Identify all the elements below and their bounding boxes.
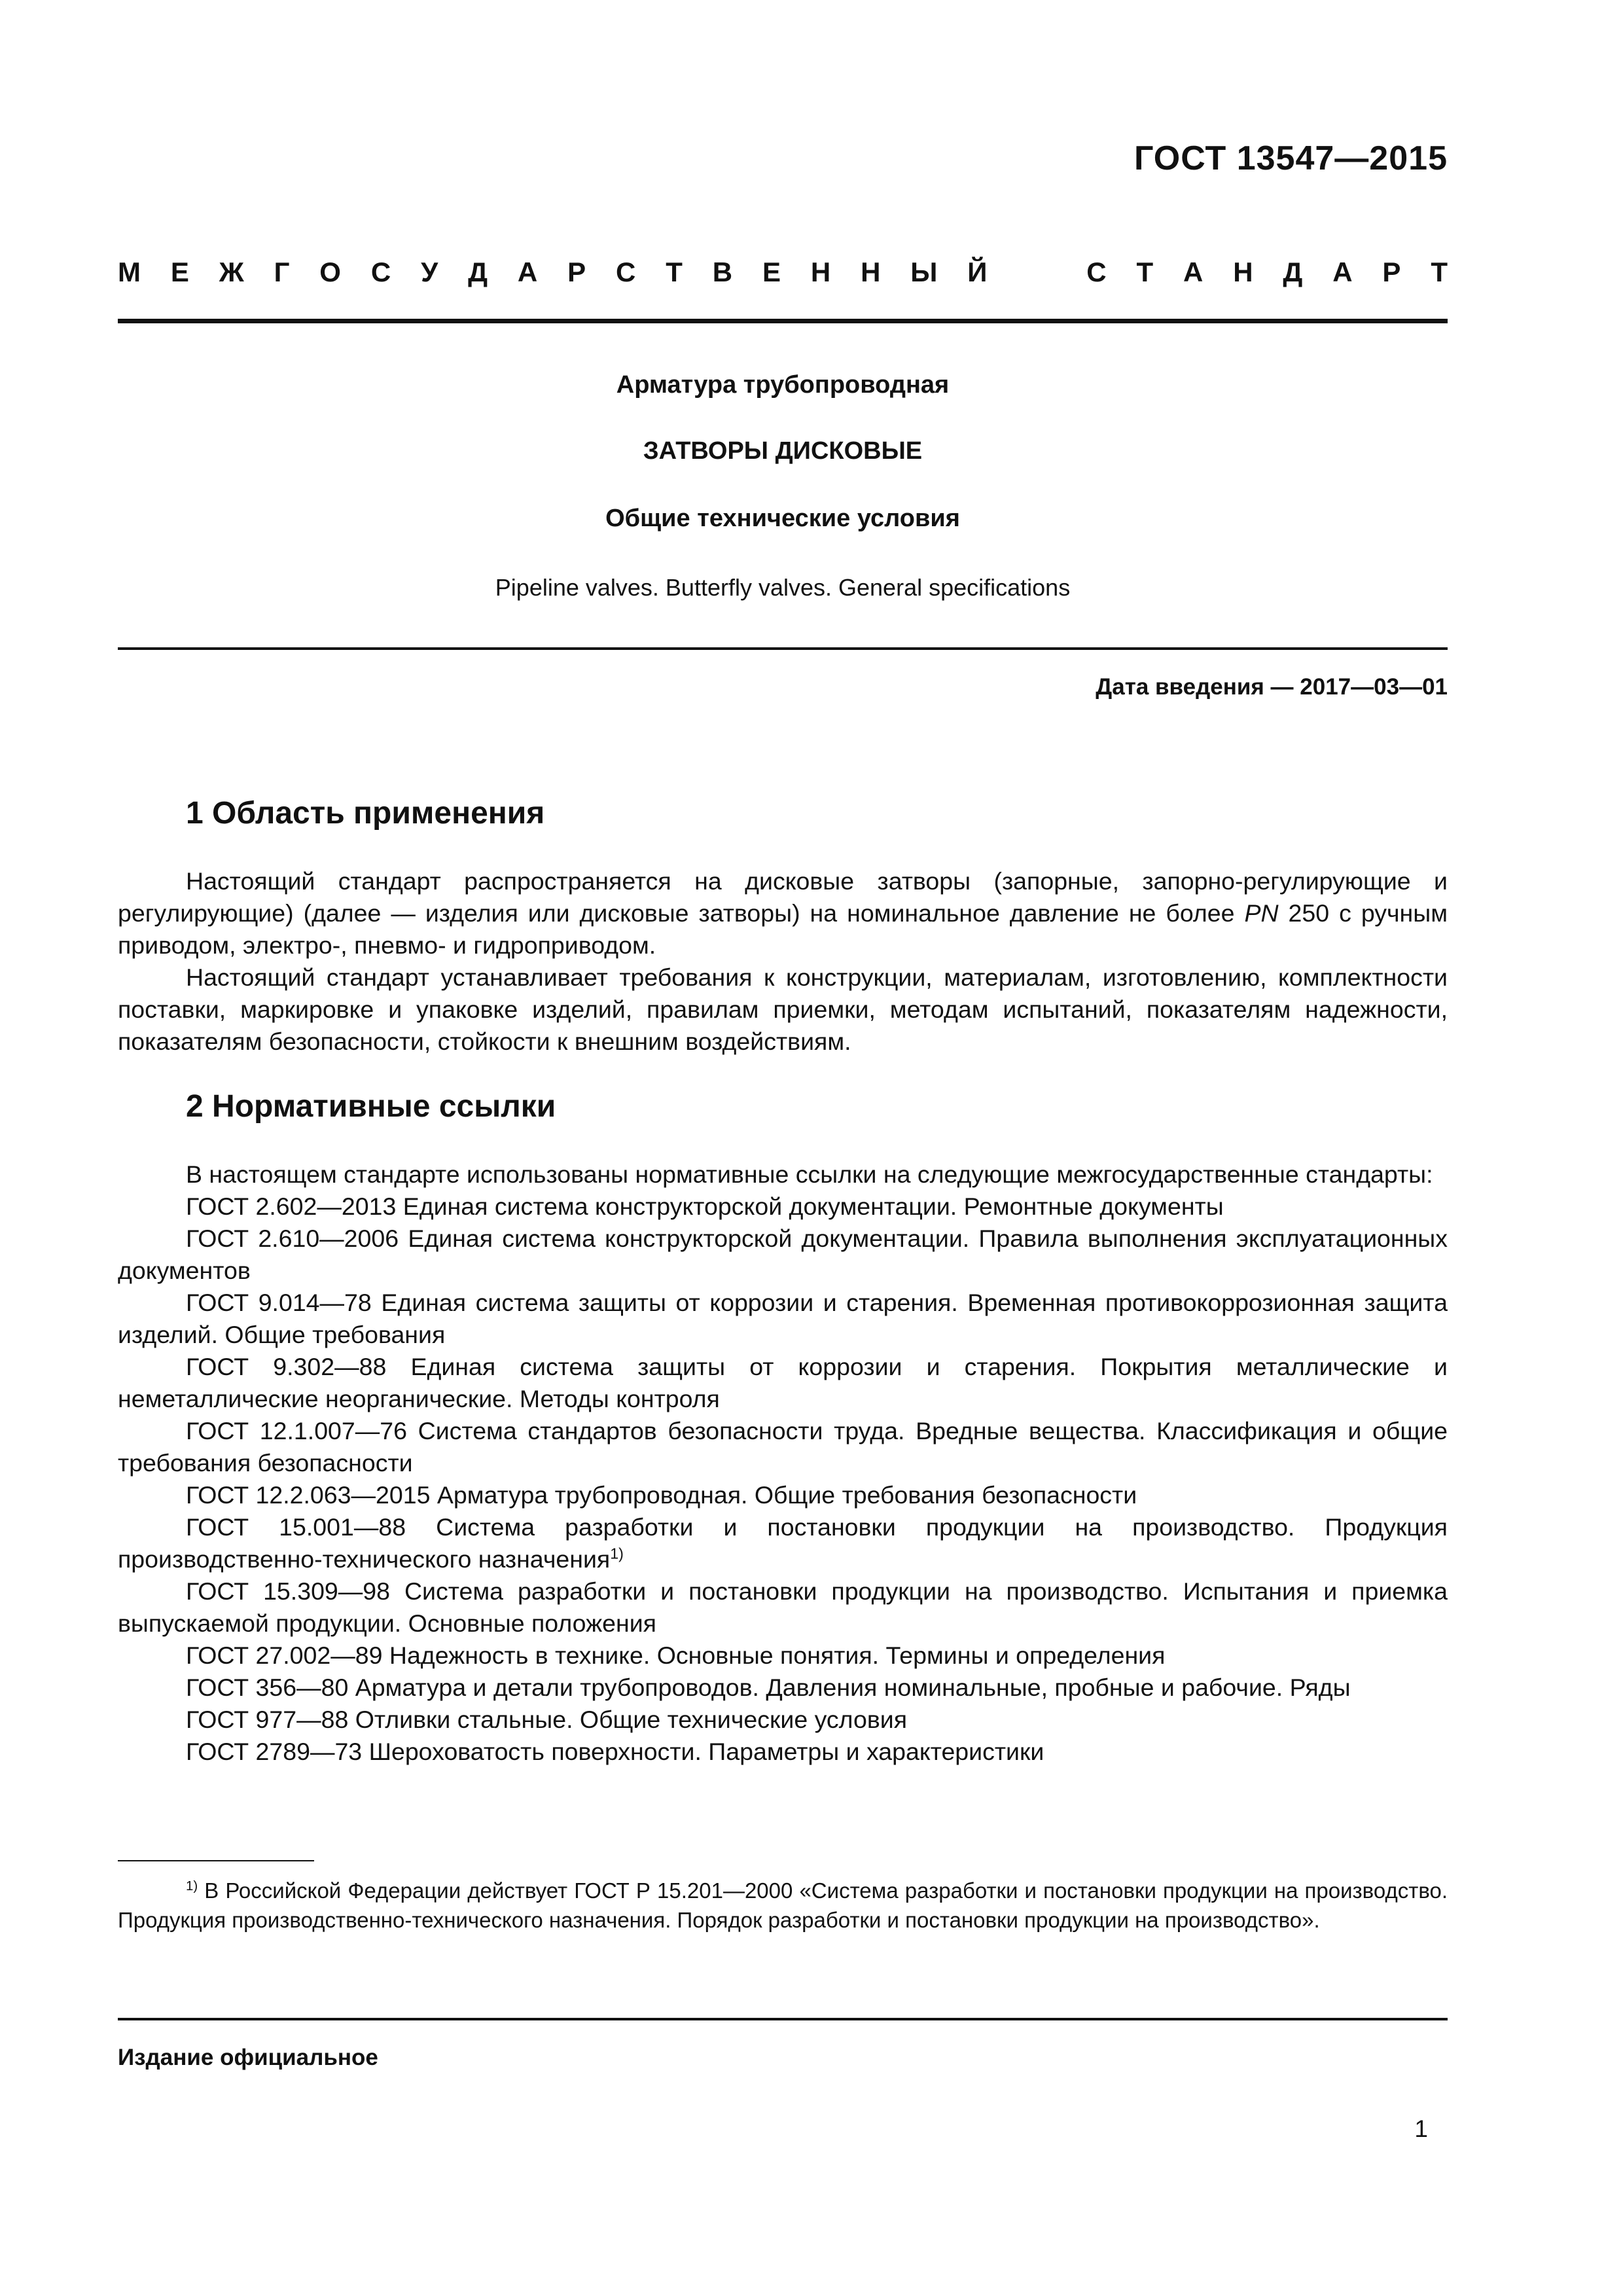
- reference-title: Надежность в технике. Основные понятия. Термины и определения: [389, 1641, 1166, 1669]
- reference-code: ГОСТ 12.1.007—76: [186, 1417, 407, 1444]
- banner-letter: С: [615, 257, 636, 287]
- banner-letter: Е: [170, 257, 189, 287]
- reference-code: ГОСТ 356—80: [186, 1674, 349, 1701]
- title-line-2: ЗАТВОРЫ ДИСКОВЫЕ: [643, 437, 923, 465]
- reference-code: ГОСТ 977—88: [186, 1706, 349, 1733]
- scope-text: Настоящий стандарт распространяется на дисковые затворы (запорные, запорно-регулирующие и регулирующие) (далее — изделия или дисковые затворы) на номинальное давление не более: [118, 867, 1448, 927]
- reference-code: ГОСТ 12.2.063—2015: [186, 1481, 431, 1509]
- section-references-body: [118, 1158, 1448, 1768]
- scope-paragraph-1: [118, 865, 1448, 961]
- reference-title: Арматура трубопроводная. Общие требования безопасности: [437, 1481, 1137, 1509]
- reference-item: [118, 1704, 1448, 1736]
- footnote-text: [118, 1876, 1448, 1935]
- introduction-date: Дата введения — 2017—03—01: [1096, 674, 1448, 700]
- reference-title: Единая система защиты от коррозии и старения. Временная противокоррозионная защита изделий. Общие требования: [118, 1289, 1448, 1348]
- banner-letter: А: [1183, 257, 1204, 287]
- references-intro: В настоящем стандарте использованы нормативные ссылки на следующие межгосударственные стандарты:: [186, 1160, 1433, 1188]
- footnote-body: В Российской Федерации действует ГОСТ Р 15.201—2000 «Система разработки и постановки продукции на производство. Продукция производственно-технического назначения. Порядок разработки и постановки продукции на производство».: [118, 1878, 1448, 1932]
- scope-paragraph-2: Настоящий стандарт устанавливает требования к конструкции, материалам, изготовлению, комплектности поставки, маркировке и упаковке изделий, правилам приемки, методам испытаний, показателям надежности, показателям безопасности, стойкости к внешним воздействиям.: [118, 963, 1448, 1055]
- banner-letter: О: [319, 257, 341, 287]
- reference-item: [118, 1351, 1448, 1415]
- reference-code: ГОСТ 27.002—89: [186, 1641, 383, 1669]
- banner-letter: А: [517, 257, 538, 287]
- reference-item: [118, 1191, 1448, 1223]
- banner-letter: Н: [1233, 257, 1253, 287]
- page-number: 1: [1414, 2115, 1428, 2142]
- reference-code: ГОСТ 9.014—78: [186, 1289, 372, 1316]
- reference-code: ГОСТ 15.309—98: [186, 1577, 390, 1605]
- banner-letter: Г: [274, 257, 290, 287]
- reference-title: Система разработки и постановки продукции на производство. Продукция производственно-технического назначения: [118, 1513, 1448, 1573]
- footer-divider: [118, 2018, 1448, 2020]
- banner-letter: Р: [567, 257, 586, 287]
- banner-letter: У: [421, 257, 438, 287]
- banner-letter: С: [370, 257, 391, 287]
- reference-title: Единая система защиты от коррозии и старения. Покрытия металлические и неметаллические неорганические. Методы контроля: [118, 1353, 1448, 1412]
- reference-title: Арматура и детали трубопроводов. Давления номинальные, пробные и рабочие. Ряды: [355, 1674, 1351, 1701]
- banner-letter: Ы: [910, 257, 938, 287]
- banner-letter: В: [712, 257, 733, 287]
- reference-item: [118, 1575, 1448, 1640]
- banner-letter: Т: [1136, 257, 1154, 287]
- reference-item: [118, 1223, 1448, 1287]
- standard-code: ГОСТ 13547—2015: [1134, 139, 1448, 177]
- title-line-3: Общие технические условия: [605, 505, 960, 532]
- section-heading-normative-references: 2 Нормативные ссылки: [186, 1089, 556, 1124]
- reference-title: Отливки стальные. Общие технические условия: [355, 1706, 908, 1733]
- reference-code: ГОСТ 2.610—2006: [186, 1225, 399, 1252]
- english-title: Pipeline valves. Butterfly valves. General specifications: [495, 574, 1071, 601]
- reference-title: Система разработки и постановки продукции на производство. Испытания и приемка выпускаемой продукции. Основные положения: [118, 1577, 1448, 1637]
- reference-code: ГОСТ 15.001—88: [186, 1513, 406, 1541]
- reference-code: ГОСТ 2789—73: [186, 1738, 363, 1765]
- reference-item: [118, 1415, 1448, 1479]
- reference-code: ГОСТ 9.302—88: [186, 1353, 387, 1380]
- footnote-number: 1): [186, 1878, 198, 1893]
- reference-title: Единая система конструкторской документации. Правила выполнения эксплуатационных документов: [118, 1225, 1448, 1284]
- title-line-1: Арматура трубопроводная: [616, 371, 950, 399]
- title-divider: [118, 647, 1448, 650]
- banner-letter: Н: [861, 257, 881, 287]
- banner-letter: Т: [666, 257, 683, 287]
- banner-word-gap: [1017, 257, 1056, 288]
- reference-title: Единая система конструкторской документации. Ремонтные документы: [402, 1193, 1224, 1220]
- reference-item: [118, 1479, 1448, 1511]
- footnote-marker[interactable]: 1): [610, 1545, 624, 1562]
- reference-item: [118, 1287, 1448, 1351]
- scope-text: 250 с ручным приводом, электро-, пневмо- и гидроприводом.: [118, 899, 1448, 959]
- reference-title: Система стандартов безопасности труда. Вредные вещества. Классификация и общие требования безопасности: [118, 1417, 1448, 1477]
- banner-letter: Й: [967, 257, 988, 287]
- banner-letter: Т: [1431, 257, 1448, 287]
- reference-item: [118, 1640, 1448, 1672]
- reference-title: Шероховатость поверхности. Параметры и характеристики: [368, 1738, 1044, 1765]
- banner-letter: М: [118, 257, 141, 287]
- interstate-standard-banner: [118, 257, 1448, 288]
- official-edition-label: Издание официальное: [118, 2045, 378, 2070]
- banner-letter: Н: [810, 257, 831, 287]
- pn-symbol: PN: [1244, 899, 1279, 927]
- header-divider: [118, 319, 1448, 323]
- banner-letter: Д: [1283, 257, 1303, 287]
- banner-letter: А: [1332, 257, 1353, 287]
- footnote-divider: [118, 1860, 314, 1861]
- reference-item: [118, 1511, 1448, 1575]
- section-scope-body: [118, 865, 1448, 1058]
- reference-item: [118, 1736, 1448, 1768]
- banner-letter: Д: [468, 257, 488, 287]
- banner-letter: Р: [1382, 257, 1401, 287]
- banner-letter: Е: [762, 257, 781, 287]
- reference-code: ГОСТ 2.602—2013: [186, 1193, 397, 1220]
- banner-letter: С: [1086, 257, 1107, 287]
- section-heading-scope: 1 Область применения: [186, 796, 545, 831]
- banner-letter: Ж: [219, 257, 244, 287]
- footnote: [118, 1876, 1448, 1935]
- reference-item: [118, 1672, 1448, 1704]
